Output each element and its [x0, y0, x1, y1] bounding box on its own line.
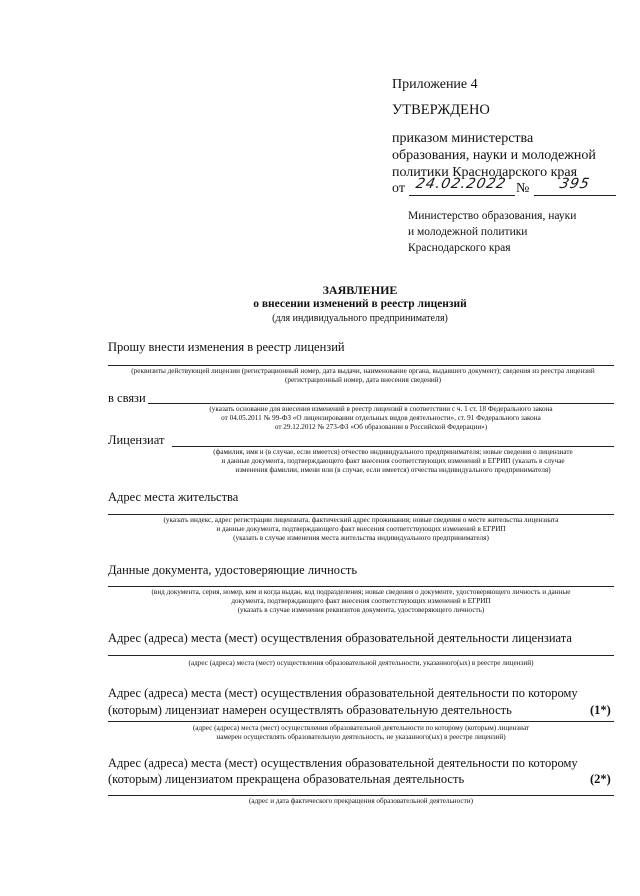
- new-places-label-2: (которым) лицензиат намерен осуществлять образовательную деятельность: [108, 703, 512, 717]
- order-number-label: №: [516, 181, 530, 196]
- identity-field[interactable]: [108, 586, 614, 587]
- reason-field[interactable]: [148, 403, 614, 404]
- order-line-2: образования, науки и молодежной: [392, 148, 596, 163]
- license-details-field[interactable]: [108, 365, 614, 366]
- identity-hint-3: (указать в случае изменения реквизитов документа, удостоверяющего личность): [237, 606, 485, 614]
- addressee-line-3: Краснодарского края: [408, 242, 511, 254]
- stopped-places-field[interactable]: [108, 795, 614, 796]
- reason-label: в связи: [108, 391, 146, 405]
- document-title: ЗАЯВЛЕНИЕ: [322, 283, 398, 297]
- document-note: (для индивидуального предпринимателя): [272, 313, 448, 324]
- places-label: Адрес (адреса) места (мест) осуществления образовательной деятельности лицензиата: [108, 631, 572, 645]
- residence-field[interactable]: [108, 514, 614, 515]
- places-field[interactable]: [108, 655, 614, 656]
- addressee-block: [408, 208, 628, 256]
- new-places-footnote-mark: (1*): [590, 703, 611, 717]
- new-places-label-1: Адрес (адреса) места (мест) осуществления образовательной деятельности по которому: [108, 686, 578, 700]
- approved-label: УТВЕРЖДЕНО: [392, 102, 490, 118]
- residence-hint-3: (указать в случае изменения места жительства индивидуального предпринимателя): [233, 534, 489, 542]
- identity-hint-2: документа, подтверждающего факт внесения соответствующих изменений в ЕГРИП: [231, 597, 491, 605]
- order-number-handwritten: 395: [558, 176, 592, 192]
- request-label: Прошу внести изменения в реестр лицензий: [108, 340, 345, 354]
- reason-hint-2: от 04.05.2011 № 99-ФЗ «О лицензировании отдельных видов деятельности», ст. 91 Федерального закона: [221, 414, 541, 422]
- stopped-places-label-1: Адрес (адреса) места (мест) осуществления образовательной деятельности по которому: [108, 756, 578, 770]
- document-subtitle: о внесении изменений в реестр лицензий: [253, 298, 467, 310]
- licensee-label: Лицензиат: [108, 433, 165, 447]
- licensee-hint-1: (фамилия, имя и (в случае, если имеется) отчество индивидуального предпринимателя; новые сведения о лицензиате: [213, 448, 573, 456]
- identity-label: Данные документа, удостоверяющие личность: [108, 563, 358, 577]
- order-line-3: политики Краснодарского края: [392, 165, 578, 180]
- addressee-line-1: Министерство образования, науки: [408, 210, 577, 222]
- licensee-field[interactable]: [172, 446, 614, 447]
- stopped-places-label-2: (которым) лицензиатом прекращена образовательная деятельность: [108, 772, 465, 786]
- residence-hint-1: (указать индекс, адрес регистрации лицензиата, фактический адрес проживания; новые сведения о месте жительства лицензиата: [163, 516, 559, 524]
- reason-hint-1: (указать основание для внесения изменений в реестр лицензий в соответствии с ч. 1 ст. 18 Федерального закона: [209, 405, 553, 413]
- new-places-hint-2: намерен осуществлять образовательную деятельность, не указанного(ых) в реестре лицензий): [216, 733, 506, 741]
- addressee-line-2: и молодежной политики: [408, 226, 528, 238]
- number-underline: [534, 195, 616, 196]
- stopped-places-footnote-mark: (2*): [590, 772, 611, 786]
- order-from-label: от: [392, 181, 405, 196]
- stopped-places-hint: (адрес и дата фактического прекращения образовательной деятельности): [249, 797, 473, 805]
- places-hint: (адрес (адреса) места (мест) осуществления образовательной деятельности, указанного(ых) в реестре лицензий): [188, 659, 534, 667]
- licensee-hint-3: изменения фамилии, имени или (в случае, если имеется) отчества индивидуального предпринимателя): [235, 466, 551, 474]
- residence-label: Адрес места жительства: [108, 490, 239, 504]
- new-places-field[interactable]: [108, 721, 614, 722]
- date-underline: [409, 195, 515, 196]
- order-date-handwritten: 24.02.2022: [414, 176, 508, 192]
- reason-hint-3: от 29.12.2012 № 273-ФЗ «Об образовании в Российской Федерации»): [274, 423, 488, 431]
- license-details-hint: (реквизиты действующей лицензии (регистрационный номер, дата выдачи, наименование органа, выдавшего документ); сведения из реестра лицензий (регистрационный номер, дата внесения сведений): [131, 367, 595, 384]
- identity-hint-1: (вид документа, серия, номер, кем и когда выдан, код подразделения; новые сведения о документе, удостоверяющего личность и данные: [151, 588, 571, 596]
- order-line-1: приказом министерства: [392, 131, 534, 146]
- appendix-label: Приложение 4: [392, 77, 478, 92]
- licensee-hint-2: и данные документа, подтверждающего факт внесения соответствующих изменений в ЕГРИП (указать в случае: [221, 457, 565, 465]
- new-places-hint-1: (адрес (адреса) места (мест) осуществления образовательной деятельности по которому (которым) лицензиат: [192, 724, 530, 732]
- residence-hint-2: и данные документа, подтверждающего факт внесения соответствующих изменений в ЕГРИП: [216, 525, 506, 533]
